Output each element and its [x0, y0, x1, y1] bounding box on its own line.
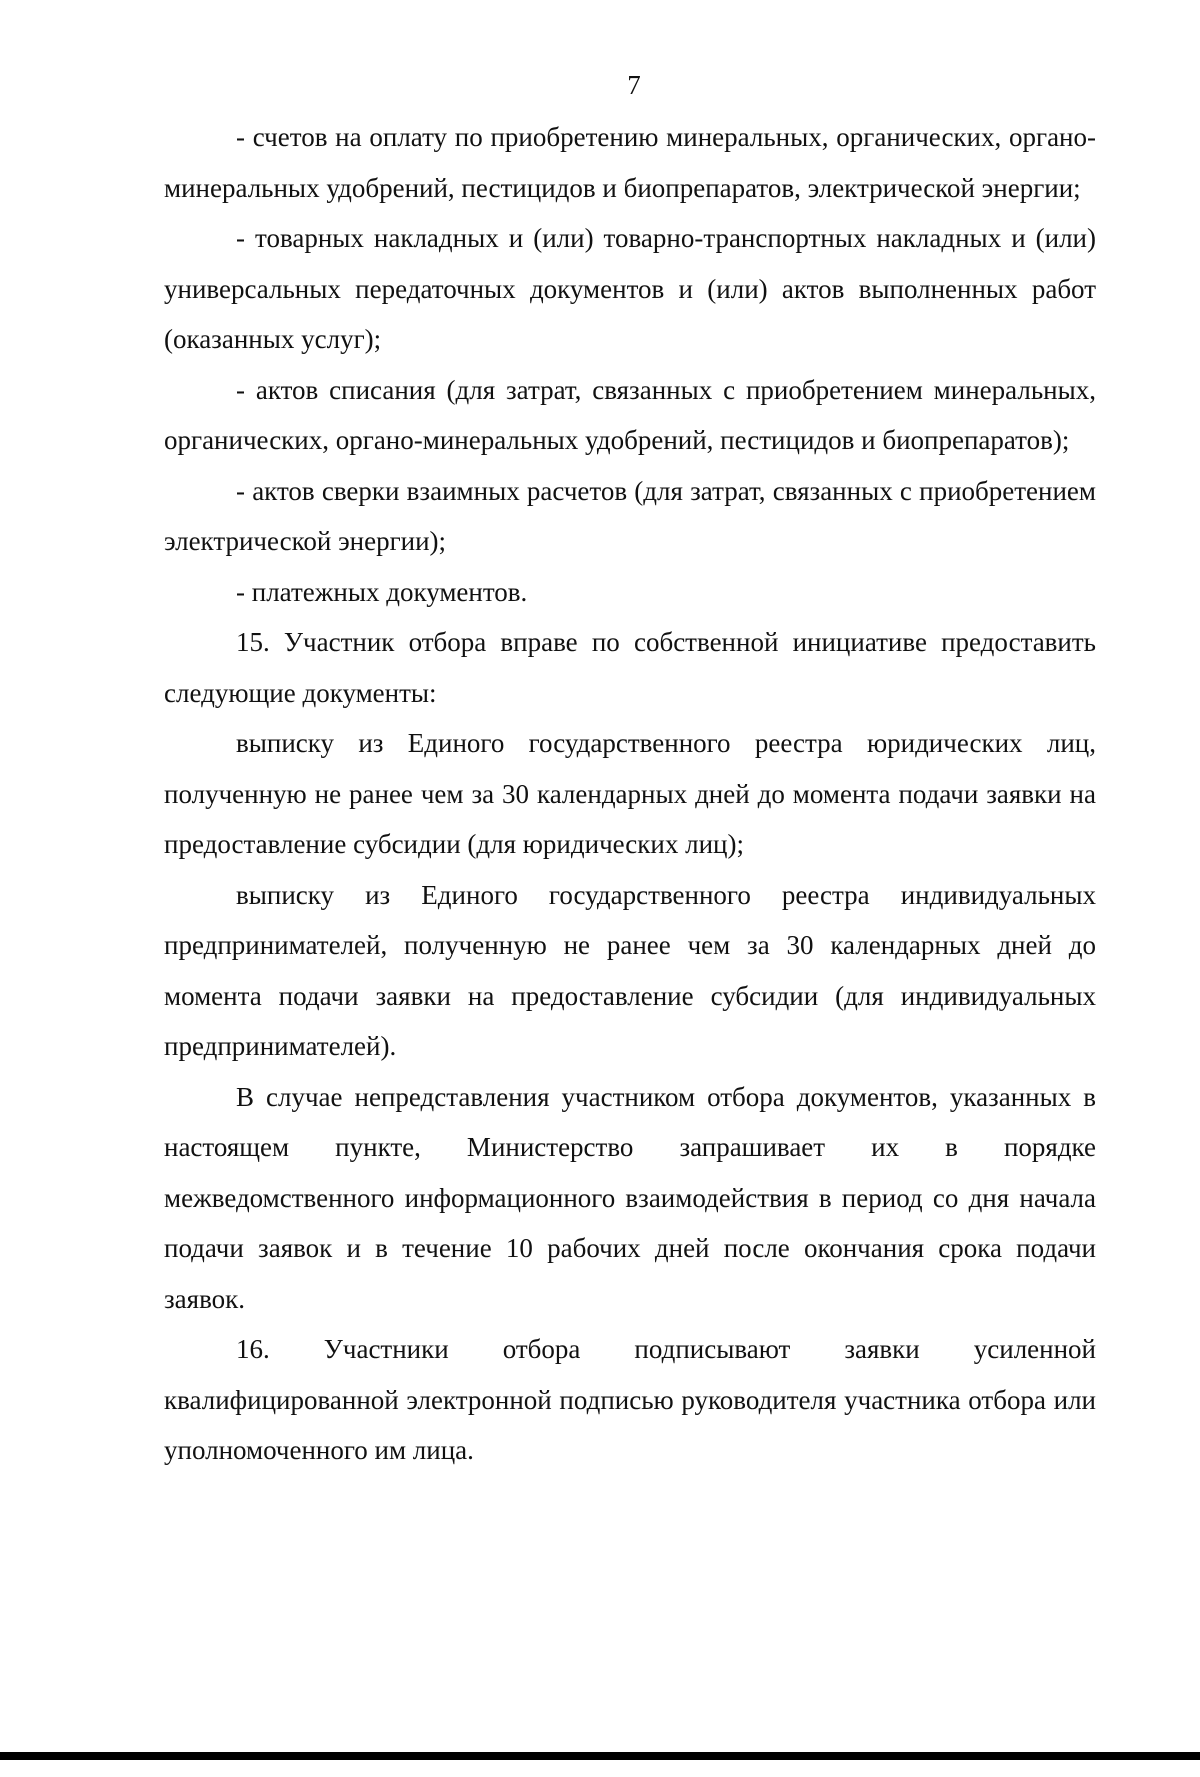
paragraph-write-off-acts: - актов списания (для затрат, связанных с приобретением минеральных, органических, органо-минеральных удобрений, пестицидов и биопрепаратов); — [164, 374, 1096, 455]
paragraph-waybills: - товарных накладных и (или) товарно-транспортных накладных и (или) универсальных передаточных документов и (или) актов выполненных работ (оказанных услуг); — [164, 223, 1096, 354]
scan-bottom-edge — [0, 1752, 1200, 1760]
paragraph-item-16: 16. Участники отбора подписывают заявки усиленной квалифицированной электронной подписью руководителя участника отбора или уполномоченного им лица. — [164, 1334, 1096, 1465]
paragraph-invoices: - счетов на оплату по приобретению минеральных, органических, органо-минеральных удобрений, пестицидов и биопрепаратов, электрической энергии; — [164, 122, 1096, 203]
paragraph-entrepreneurs-extract: выписку из Единого государственного реестра индивидуальных предпринимателей, полученную не ранее чем за 30 календарных дней до момента подачи заявки на предоставление субсидии (для индивидуальных предпринимателей). — [164, 879, 1096, 1061]
paragraph-legal-entities-extract: выписку из Единого государственного реестра юридических лиц, полученную не ранее чем за 30 календарных дней до момента подачи заявки на предоставление субсидии (для юридических лиц); — [164, 728, 1096, 859]
paragraph-payment-documents: - платежных документов. — [236, 576, 528, 607]
document-body — [164, 112, 1096, 1476]
paragraph-reconciliation-acts: - актов сверки взаимных расчетов (для затрат, связанных с приобретением электрической энергии); — [164, 475, 1096, 556]
paragraph-item-15: 15. Участник отбора вправе по собственной инициативе предоставить следующие документы: — [164, 627, 1096, 708]
paragraph-ministry-request: В случае непредставления участником отбора документов, указанных в настоящем пункте, Министерство запрашивает их в порядке межведомственного информационного взаимодействия в период со дня начала подачи заявок и в течение 10 рабочих дней после окончания срока подачи заявок. — [164, 1081, 1096, 1314]
page-number: 7 — [627, 70, 641, 100]
